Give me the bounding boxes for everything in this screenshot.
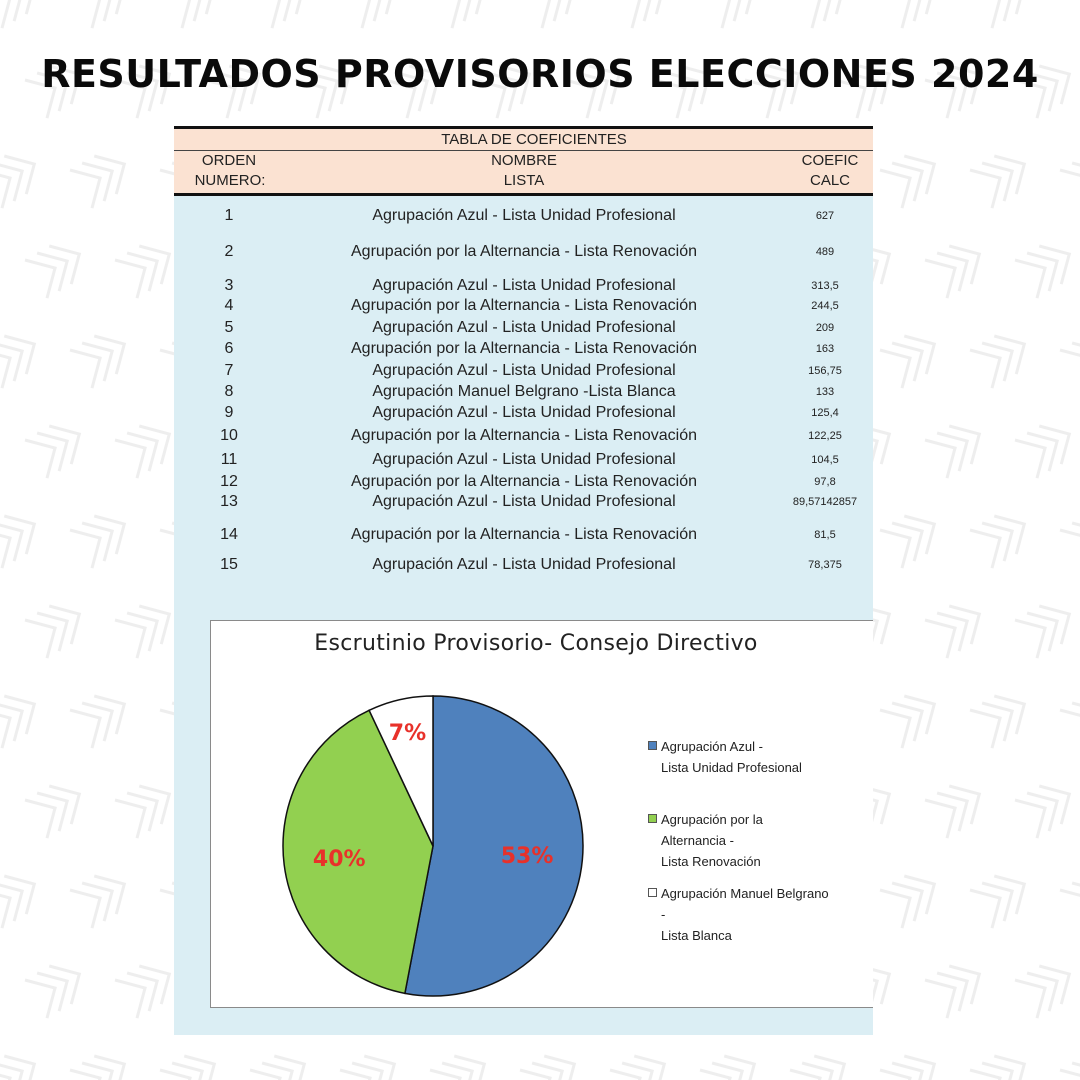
watermark-logo	[25, 235, 90, 298]
legend-label-line: Lista Renovación	[661, 854, 761, 869]
header-lista: LISTA	[503, 172, 545, 189]
watermark-logo	[1060, 685, 1080, 748]
watermark-logo	[880, 505, 945, 568]
row-number: 7	[224, 362, 234, 379]
watermark-logo	[970, 1045, 1035, 1080]
header-orden: ORDEN	[201, 152, 257, 169]
row-number: 9	[224, 404, 234, 421]
row-list-name: Agrupación Azul - Lista Unidad Profesional	[372, 404, 676, 421]
row-list-name: Agrupación por la Alternancia - Lista Renovación	[351, 297, 697, 314]
watermark-logo	[880, 865, 945, 928]
watermark-logo	[970, 685, 1035, 748]
row-list-name: Agrupación por la Alternancia - Lista Renovación	[351, 340, 697, 357]
watermark-logo	[1015, 595, 1080, 658]
watermark-logo	[700, 1045, 765, 1080]
row-list-name: Agrupación por la Alternancia - Lista Renovación	[351, 427, 697, 444]
pie-chart-panel	[210, 620, 873, 1008]
row-list-name: Agrupación Azul - Lista Unidad Profesional	[372, 556, 676, 573]
watermark-logo	[790, 0, 855, 28]
row-coefficient: 125,4	[811, 407, 839, 419]
row-list-name: Agrupación Azul - Lista Unidad Profesional	[372, 319, 676, 336]
legend-label-line: -	[661, 907, 666, 922]
watermark-logo	[160, 0, 225, 28]
row-coefficient: 97,8	[814, 476, 836, 488]
page-title: RESULTADOS PROVISORIOS ELECCIONES 2024	[41, 52, 1039, 96]
watermark-logo	[925, 415, 990, 478]
row-coefficient: 122,25	[808, 430, 842, 442]
watermark-logo	[160, 1045, 225, 1080]
watermark-logo	[340, 0, 405, 28]
watermark-logo	[1060, 325, 1080, 388]
watermark-logo	[1060, 145, 1080, 208]
watermark-logo	[880, 1045, 945, 1080]
table-row	[174, 383, 873, 403]
table-row	[174, 362, 873, 382]
watermark-logo	[25, 595, 90, 658]
watermark-logo	[70, 505, 135, 568]
row-list-name: Agrupación Manuel Belgrano -Lista Blanca	[372, 383, 676, 400]
header-divider	[174, 150, 873, 151]
watermark-logo	[1015, 775, 1080, 838]
watermark-logo	[250, 1045, 315, 1080]
row-coefficient: 81,5	[814, 529, 836, 541]
slice-percent-label: 53%	[500, 843, 554, 869]
watermark-logo	[430, 0, 495, 28]
row-coefficient: 89,57142857	[792, 496, 858, 508]
watermark-logo	[0, 0, 45, 28]
watermark-logo	[25, 415, 90, 478]
table-row	[174, 404, 873, 424]
watermark-logo	[610, 1045, 675, 1080]
row-number: 15	[220, 556, 238, 573]
watermark-logo	[70, 325, 135, 388]
legend-label-line: Alternancia -	[661, 833, 734, 848]
watermark-logo	[70, 865, 135, 928]
row-coefficient: 133	[815, 386, 835, 398]
pie-chart	[211, 621, 873, 1009]
table-row	[174, 526, 873, 546]
table-row	[174, 297, 873, 317]
watermark-logo	[0, 865, 45, 928]
row-list-name: Agrupación por la Alternancia - Lista Renovación	[351, 243, 697, 260]
coefficients-sheet	[174, 126, 873, 1035]
row-coefficient: 163	[815, 343, 835, 355]
watermark-logo	[25, 955, 90, 1018]
row-number: 4	[224, 297, 234, 314]
watermark-logo	[0, 1045, 45, 1080]
legend-label-line: Agrupación Manuel Belgrano	[661, 886, 829, 901]
watermark-logo	[0, 685, 45, 748]
watermark-logo	[250, 0, 315, 28]
watermark-logo	[0, 505, 45, 568]
row-coefficient: 313,5	[811, 280, 839, 292]
watermark-logo	[925, 235, 990, 298]
row-coefficient: 489	[815, 246, 835, 258]
legend-swatch	[648, 888, 657, 897]
row-list-name: Agrupación Azul - Lista Unidad Profesional	[372, 493, 676, 510]
legend-swatch	[648, 814, 657, 823]
slice-percent-label: 40%	[312, 846, 366, 872]
table-row	[174, 319, 873, 339]
row-number: 11	[220, 451, 238, 468]
legend-swatch	[648, 741, 657, 750]
watermark-logo	[970, 505, 1035, 568]
watermark-logo	[925, 955, 990, 1018]
legend-item-alternancia	[661, 809, 763, 872]
row-number: 8	[224, 383, 234, 400]
header-coefic: COEFIC	[801, 152, 859, 169]
watermark-logo	[970, 325, 1035, 388]
row-coefficient: 78,375	[808, 559, 842, 571]
watermark-logo	[0, 145, 45, 208]
watermark-logo	[115, 235, 180, 298]
watermark-logo	[115, 955, 180, 1018]
table-row	[174, 340, 873, 360]
header-calc: CALC	[809, 172, 850, 189]
table-header	[174, 126, 873, 196]
watermark-logo	[880, 685, 945, 748]
table-row	[174, 451, 873, 471]
watermark-logo	[925, 595, 990, 658]
row-number: 12	[220, 473, 238, 490]
table-row	[174, 556, 873, 576]
watermark-logo	[25, 775, 90, 838]
watermark-logo	[880, 145, 945, 208]
watermark-logo	[70, 685, 135, 748]
watermark-logo	[115, 775, 180, 838]
watermark-logo	[115, 595, 180, 658]
watermark-logo	[925, 775, 990, 838]
row-coefficient: 627	[815, 210, 835, 222]
legend-label-line: Agrupación Azul -	[661, 739, 763, 754]
row-coefficient: 156,75	[808, 365, 842, 377]
watermark-logo	[430, 1045, 495, 1080]
watermark-logo	[115, 415, 180, 478]
table-row	[174, 427, 873, 447]
watermark-logo	[340, 1045, 405, 1080]
row-number: 6	[224, 340, 234, 357]
watermark-logo	[610, 0, 675, 28]
watermark-logo	[700, 0, 765, 28]
row-coefficient: 209	[815, 322, 835, 334]
legend-item-azul	[661, 736, 802, 778]
watermark-logo	[1015, 415, 1080, 478]
row-list-name: Agrupación Azul - Lista Unidad Profesional	[372, 362, 676, 379]
row-list-name: Agrupación por la Alternancia - Lista Renovación	[351, 473, 697, 490]
row-coefficient: 104,5	[811, 454, 839, 466]
legend-label-line: Agrupación por la	[661, 812, 763, 827]
watermark-logo	[520, 0, 585, 28]
row-number: 10	[220, 427, 238, 444]
header-numero: NUMERO:	[194, 172, 266, 189]
legend-item-belgrano	[661, 883, 829, 946]
watermark-logo	[1060, 1045, 1080, 1080]
row-number: 5	[224, 319, 234, 336]
watermark-logo	[880, 0, 945, 28]
slice-percent-label: 7%	[388, 720, 427, 746]
watermark-logo	[520, 1045, 585, 1080]
watermark-logo	[1060, 505, 1080, 568]
legend-label-line: Lista Blanca	[661, 928, 732, 943]
row-list-name: Agrupación por la Alternancia - Lista Renovación	[351, 526, 697, 543]
watermark-logo	[970, 865, 1035, 928]
row-list-name: Agrupación Azul - Lista Unidad Profesional	[372, 451, 676, 468]
watermark-logo	[970, 145, 1035, 208]
table-row	[174, 493, 873, 513]
watermark-logo	[1060, 865, 1080, 928]
watermark-logo	[70, 0, 135, 28]
watermark-logo	[70, 1045, 135, 1080]
watermark-logo	[1015, 955, 1080, 1018]
row-number: 13	[220, 493, 238, 510]
watermark-logo	[70, 145, 135, 208]
row-number: 1	[224, 207, 234, 224]
watermark-logo	[970, 0, 1035, 28]
table-caption: TABLA DE COEFICIENTES	[441, 131, 627, 148]
row-number: 2	[224, 243, 234, 260]
table-row	[174, 207, 873, 227]
table-row	[174, 243, 873, 263]
header-nombre: NOMBRE	[491, 152, 557, 169]
table-row	[174, 277, 873, 297]
chart-title: Escrutinio Provisorio- Consejo Directivo	[314, 631, 758, 656]
row-number: 3	[224, 277, 234, 294]
watermark-logo	[1015, 235, 1080, 298]
row-list-name: Agrupación Azul - Lista Unidad Profesional	[372, 207, 676, 224]
watermark-logo	[790, 1045, 855, 1080]
watermark-logo	[1060, 0, 1080, 28]
watermark-logo	[0, 325, 45, 388]
table-row	[174, 473, 873, 493]
legend-label-line: Lista Unidad Profesional	[661, 760, 802, 775]
row-number: 14	[220, 526, 238, 543]
row-coefficient: 244,5	[811, 300, 839, 312]
row-list-name: Agrupación Azul - Lista Unidad Profesional	[372, 277, 676, 294]
watermark-logo	[880, 325, 945, 388]
